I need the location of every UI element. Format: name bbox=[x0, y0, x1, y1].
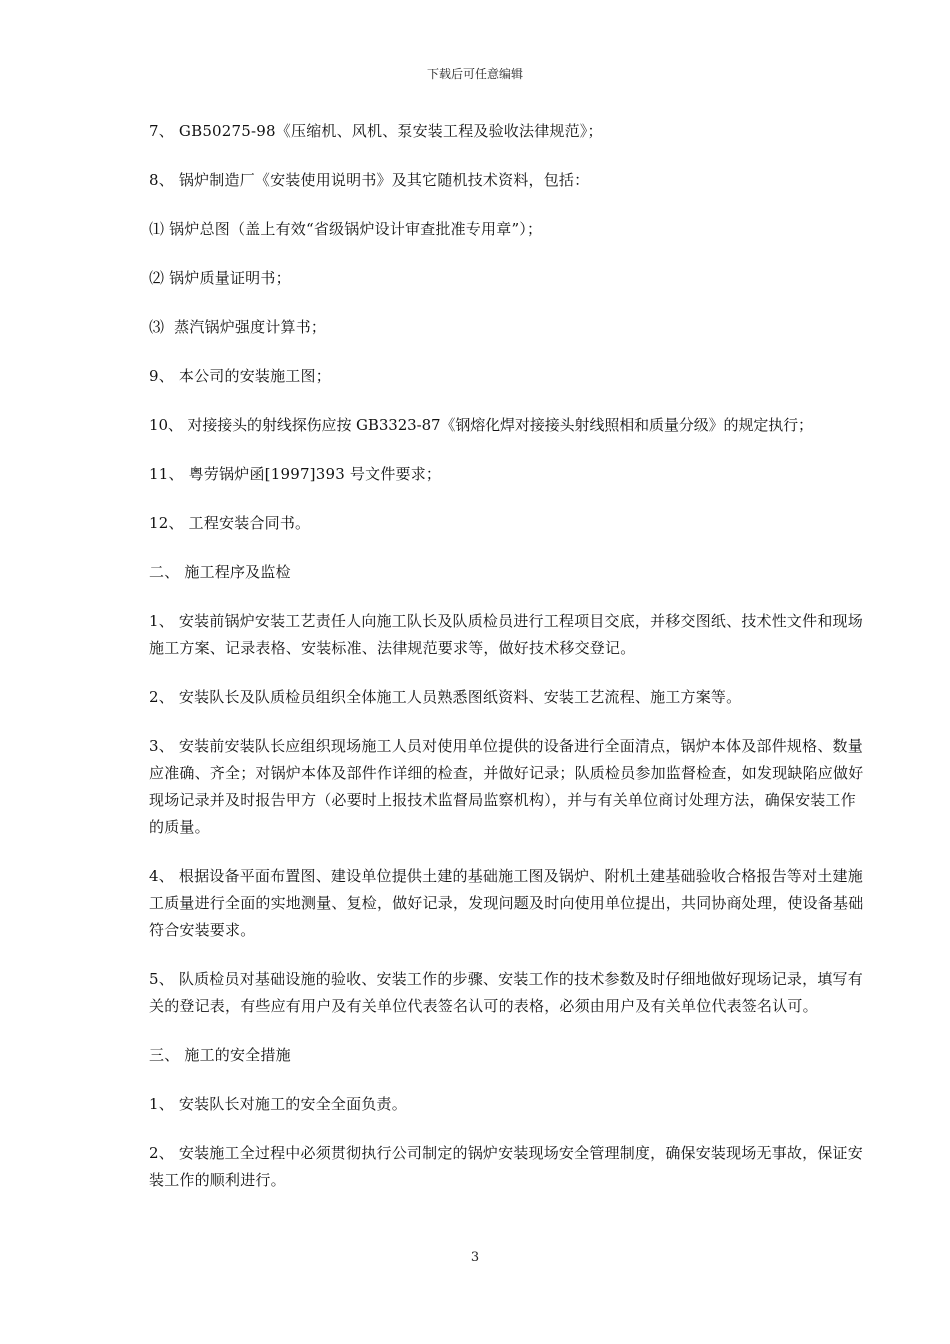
page-number: 3 bbox=[470, 1250, 480, 1265]
safety-item-2: 2、 安装施工全过程中必须贯彻执行公司制定的锅炉安装现场安全管理制度，确保安装现场无事故，保证安装工作的顺利进行。 bbox=[149, 1144, 863, 1189]
item-7-standard: 7、 GB50275-98《压缩机、风机、泵安装工程及验收法律规范》； bbox=[149, 122, 603, 140]
item-10-radiographic-inspection: 10、 对接接头的射线探伤应按 GB3323-87《钢熔化焊对接接头射线照相和质量分级》的规定执行； bbox=[149, 416, 813, 434]
sub-item-2-quality-certificate: ⑵ 锅炉质量证明书； bbox=[149, 269, 291, 287]
procedure-item-3: 3、 安装前安装队长应组织现场施工人员对使用单位提供的设备进行全面清点，锅炉本体及部件规格、数量应准确、齐全；对锅炉本体及部件作详细的检查，并做好记录；队质检员参加监督检查，如发现缺陷应做好现场记录并及时报告甲方（必要时上报技术监督局监察机构），并与有关单位商讨处理方法，确保安装工作的质量。 bbox=[149, 737, 864, 836]
procedure-item-1: 1、 安装前锅炉安装工艺责任人向施工队长及队质检员进行工程项目交底，并移交图纸、技术性文件和现场施工方案、记录表格、安装标准、法律规范要求等，做好技术移交登记。 bbox=[149, 612, 863, 657]
document-body bbox=[149, 118, 864, 1216]
item-9-installation-drawing: 9、 本公司的安装施工图； bbox=[149, 367, 331, 385]
safety-item-1: 1、 安装队长对施工的安全全面负责。 bbox=[149, 1095, 407, 1113]
item-12-contract: 12、 工程安装合同书。 bbox=[149, 514, 311, 532]
item-8-manufacturer-docs: 8、 锅炉制造厂《安装使用说明书》及其它随机技术资料，包括： bbox=[149, 171, 590, 189]
procedure-item-2: 2、 安装队长及队质检员组织全体施工人员熟悉图纸资料、安装工艺流程、施工方案等。 bbox=[149, 688, 742, 706]
page-header: 下载后可任意编辑 bbox=[426, 67, 523, 81]
procedure-item-4: 4、 根据设备平面布置图、建设单位提供土建的基础施工图及锅炉、附机土建基础验收合格报告等对土建施工质量进行全面的实地测量、复检，做好记录，发现问题及时向使用单位提出，共同协商处理，使设备基础符合安装要求。 bbox=[149, 867, 864, 939]
section-heading-procedure: 二、 施工程序及监检 bbox=[149, 563, 291, 581]
sub-item-1-general-drawing: ⑴ 锅炉总图（盖上有效“省级锅炉设计审查批准专用章”）； bbox=[149, 220, 543, 238]
sub-item-3-strength-calculation: ⑶ 蒸汽锅炉强度计算书； bbox=[149, 318, 327, 336]
section-heading-safety: 三、 施工的安全措施 bbox=[149, 1046, 291, 1064]
item-11-document-requirement: 11、 粤劳锅炉函[1997]393 号文件要求； bbox=[149, 465, 442, 483]
procedure-item-5: 5、 队质检员对基础设施的验收、安装工作的步骤、安装工作的技术参数及时仔细地做好现场记录，填写有关的登记表，有些应有用户及有关单位代表签名认可的表格，必须由用户及有关单位代表签名认可。 bbox=[149, 970, 863, 1015]
